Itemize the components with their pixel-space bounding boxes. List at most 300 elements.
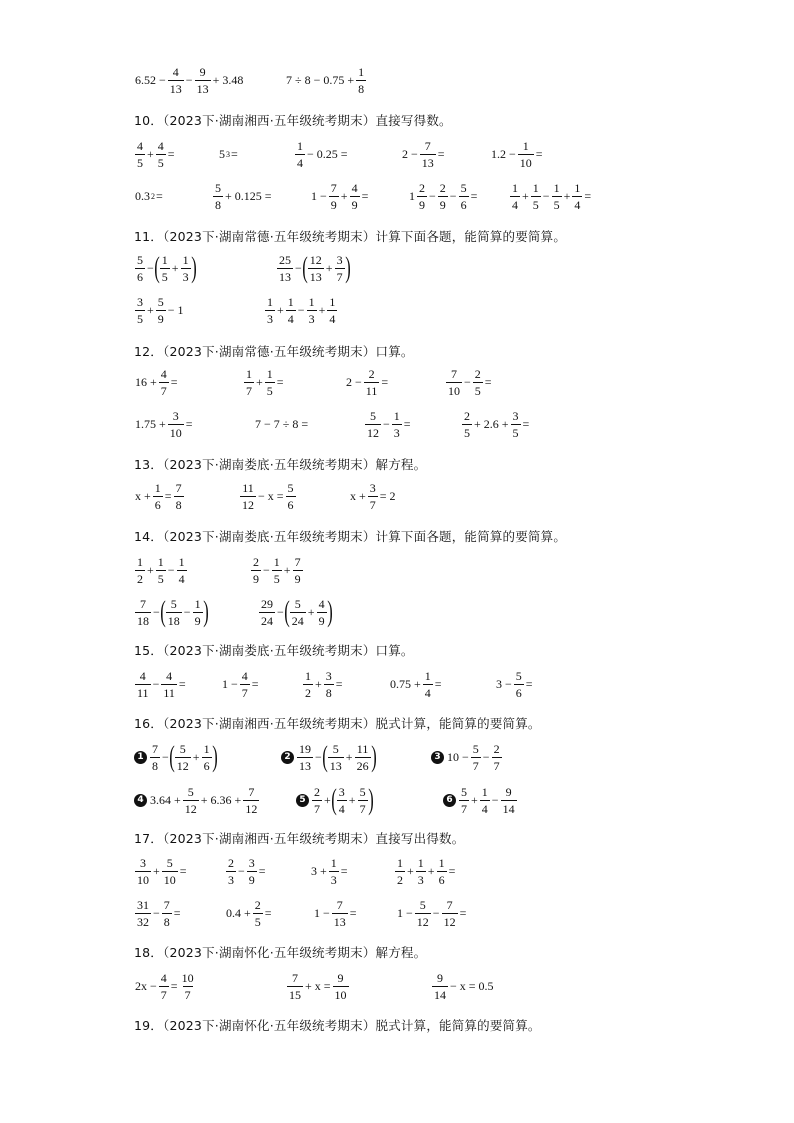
denominator: 2 [137,571,143,586]
numerator: 1 [308,294,315,309]
close-paren: ) [370,740,377,773]
fraction [168,410,184,439]
fraction [417,182,427,211]
fraction [162,857,178,886]
expr-text: − [315,749,322,764]
fraction [162,899,172,928]
numerator: 5 [461,784,467,799]
numerator: 4 [172,64,179,79]
expr-text: + 3.48 [212,72,244,87]
denominator: 12 [242,497,254,512]
fraction [317,598,327,627]
fraction [180,972,196,1001]
fraction [420,140,436,169]
close-paren: ) [202,595,209,628]
expression [239,476,297,516]
denominator: 3 [393,425,400,440]
fraction [265,368,275,397]
fraction [438,182,448,211]
denominator: 10 [519,155,532,170]
denominator: 7 [369,497,376,512]
question-heading: 15．（2023下·湖南娄底·五年级统考期末）口算。 [134,643,414,658]
numerator: 4 [157,138,164,153]
expr-text: = [185,416,193,431]
expr-text: 1 − [222,676,238,691]
numerator: 9 [199,64,206,79]
expr-text: 3.64 + [150,792,181,807]
numerator: 1 [358,64,365,79]
denominator: 11 [163,685,175,700]
fraction [295,140,305,169]
expr-text: + [563,188,571,203]
denominator: 5 [157,155,164,170]
expression [396,893,467,933]
fraction [514,670,524,699]
fraction [365,410,381,439]
numerator: 12 [309,252,322,267]
fraction [135,670,151,699]
numerator: 2 [254,897,261,912]
denominator: 7 [241,685,248,700]
fraction [552,182,562,211]
fraction [135,857,151,886]
denominator: 7 [359,801,366,816]
numerator: 5 [332,741,339,756]
denominator: 3 [417,872,424,887]
denominator: 9 [294,571,301,586]
expr-text: 1 − [314,905,330,920]
numerator: 3 [248,855,255,870]
expr-text: = [340,863,348,878]
expression [225,893,273,933]
denominator: 3 [308,311,315,326]
circled-number: 4 [134,794,147,807]
expression [490,134,544,174]
expr-text: 2 − [346,374,362,389]
denominator: 13 [299,758,311,773]
fraction [492,743,502,772]
expr-text: + [324,792,331,807]
denominator: 10 [169,425,182,440]
denominator: 5 [266,383,273,398]
fraction [332,899,348,928]
close-paren: ) [190,251,197,284]
numerator: 3 [336,252,343,267]
numerator: 1 [329,294,336,309]
numerator: 1 [266,366,273,381]
denominator: 9 [248,872,255,887]
denominator: 12 [416,914,429,929]
whole-part: 1 [409,188,415,203]
expression [401,134,446,174]
question-heading: 11．（2023下·湖南常德·五年级统考期末）计算下面各题，能简算的要简算。 [134,229,567,244]
expression [495,664,534,704]
denominator: 3 [267,311,273,326]
denominator: 9 [318,613,325,628]
numerator: 7 [163,897,170,912]
denominator: 14 [502,801,515,816]
fraction [356,66,366,95]
expression [296,780,373,820]
fraction [183,786,199,815]
denominator: 4 [338,801,345,816]
denominator: 7 [160,383,167,398]
numerator: 19 [299,741,311,756]
fraction [251,556,261,585]
denominator: 7 [493,758,500,773]
fraction [416,857,426,886]
fraction [135,254,145,283]
expr-text: 0.75 + [390,676,421,691]
fraction [277,254,293,283]
fraction [175,743,191,772]
numerator: 5 [460,180,467,195]
expr-text: + [348,792,356,807]
numerator: 1 [397,855,403,870]
expr-text: + 2.6 + [474,416,509,431]
denominator: 5 [553,197,560,212]
numerator: 1 [287,294,294,309]
expression [243,362,285,402]
fraction [368,482,378,511]
numerator: 4 [160,970,167,985]
expression [264,290,338,330]
denominator: 12 [245,801,258,816]
numerator: 1 [178,554,185,569]
denominator: 5 [464,425,470,440]
numerator: 5 [515,668,522,683]
expr-text: 16 + [135,374,157,389]
numerator: 1 [481,784,488,799]
question-heading: 13．（2023下·湖南娄底·五年级统考期末）解方程。 [134,457,427,472]
denominator: 9 [439,197,446,212]
expression [134,176,164,216]
numerator: 2 [419,180,425,195]
fraction [329,857,339,886]
expr-text: − [153,604,160,619]
numerator: 11 [242,480,254,495]
fraction [259,598,275,627]
numerator: 25 [279,252,291,267]
denominator: 7 [472,758,479,773]
numerator: 3 [172,408,179,423]
denominator: 11 [137,685,149,700]
numerator: 5 [472,741,479,756]
fraction [459,786,469,815]
denominator: 10 [334,987,347,1002]
open-paren: ( [154,251,160,284]
expr-text: = [264,905,272,920]
numerator: 1 [330,855,337,870]
numerator: 5 [419,897,426,912]
fraction [355,743,371,772]
fraction [286,296,296,325]
expression [285,60,367,100]
numerator: 3 [512,408,519,423]
denominator: 5 [161,269,168,284]
expr-text: + [153,863,160,878]
denominator: 14 [434,987,446,1002]
numerator: 7 [140,596,146,611]
numerator: 2 [228,855,234,870]
denominator: 4 [512,197,518,212]
expr-text: − [432,905,440,920]
expr-text: 3 + [311,863,327,878]
fraction [202,743,212,772]
numerator: 2 [314,784,320,799]
open-paren: ( [284,595,290,628]
expr-text: 1.75 + [135,416,166,431]
denominator: 24 [261,613,273,628]
expr-text: + [345,749,353,764]
expr-text: = [179,863,187,878]
fraction [159,368,169,397]
numerator: 1 [273,554,280,569]
numerator: 2 [253,554,259,569]
expr-text: = [484,374,492,389]
fraction [156,296,166,325]
expr-text: − [449,188,457,203]
expr-text: = [381,374,389,389]
numerator: 1 [203,741,210,756]
expr-text: + [522,188,529,203]
question-heading: 17．（2023下·湖南湘西·五年级统考期末）直接写出得数。 [134,831,465,846]
numerator: 3 [325,668,332,683]
expr-text: 0.4 + [226,905,251,920]
fraction [392,410,402,439]
question-heading: 16．（2023下·湖南湘西·五年级统考期末）脱式计算，能简算的要简算。 [134,716,541,731]
fraction [156,140,166,169]
expr-text: − [429,188,436,203]
expr-text: + [192,749,200,764]
numerator: 3 [338,784,345,799]
expression [212,176,273,216]
expr-text: = [437,146,445,161]
expr-text: = [459,905,467,920]
expression [408,176,478,216]
numerator: 5 [287,480,294,495]
expr-text: = [170,374,178,389]
fraction [308,254,324,283]
circled-number: 5 [296,794,309,807]
denominator: 10 [137,872,149,887]
expression [134,60,244,100]
denominator: 5 [273,571,280,586]
expression [218,134,239,174]
fraction [244,368,254,397]
numerator: 5 [179,741,186,756]
denominator: 18 [137,613,149,628]
denominator: 24 [291,613,304,628]
expression [134,966,197,1006]
numerator: 5 [170,596,177,611]
expression [345,362,389,402]
numerator: 7 [446,897,453,912]
denominator: 4 [178,571,185,586]
fraction [415,899,431,928]
question-heading: 14．（2023下·湖南娄底·五年级统考期末）计算下面各题，能简算的要简算。 [134,529,567,544]
fraction [195,66,211,95]
expression [364,404,412,444]
expr-text: − [167,562,175,577]
numerator: 4 [166,668,173,683]
fraction [247,857,257,886]
expression [313,893,358,933]
denominator: 11 [365,383,378,398]
denominator: 4 [574,197,581,212]
numerator: 10 [181,970,194,985]
question-heading: 10．（2023下·湖南湘西·五年级统考期末）直接写得数。 [134,113,452,128]
fraction [293,556,303,585]
denominator: 13 [279,269,291,284]
fraction [265,296,275,325]
numerator: 7 [152,741,158,756]
denominator: 10 [163,872,176,887]
expr-text: = [251,676,259,691]
numerator: 5 [137,252,143,267]
denominator: 9 [330,197,337,212]
expr-text: + [277,302,284,317]
numerator: 1 [182,252,189,267]
expression [134,404,194,444]
fraction [324,670,334,699]
numerator: 7 [248,784,255,799]
fraction [135,556,145,585]
question-heading: 18．（2023下·湖南怀化·五年级统考期末）解方程。 [134,945,427,960]
numerator: 1 [267,294,273,309]
denominator: 8 [152,758,158,773]
numerator: 3 [140,855,146,870]
exponent: 2 [151,191,155,201]
denominator: 15 [289,987,301,1002]
expression [221,664,260,704]
expr-text: 0.3 [135,188,150,203]
fraction [572,182,582,211]
expression [461,404,530,444]
numerator: 2 [464,408,470,423]
close-paren: ) [367,783,374,816]
fraction [240,482,256,511]
fraction [446,368,462,397]
numerator: 3 [369,480,376,495]
expr-text: + [407,863,414,878]
numerator: 5 [166,855,173,870]
expr-text: = [164,488,172,503]
numerator: 1 [532,180,539,195]
expr-text: − [183,604,191,619]
expression [445,362,493,402]
numerator: 5 [157,294,164,309]
fraction [159,972,169,1001]
expr-text: − [383,416,390,431]
expr-text: + [325,260,333,275]
expr-text: + [315,676,322,691]
fraction [193,598,203,627]
fraction [174,482,184,511]
denominator: 2 [305,685,311,700]
numerator: 1 [246,366,252,381]
numerator: 4 [160,366,167,381]
expression [134,476,185,516]
fraction [166,598,182,627]
expression [250,550,304,590]
fraction [297,743,313,772]
denominator: 4 [287,311,294,326]
numerator: 1 [393,408,400,423]
expr-text: + [147,562,154,577]
numerator: 2 [493,741,500,756]
expression [443,780,518,820]
numerator: 5 [359,784,366,799]
fraction [329,182,339,211]
expression [225,851,267,891]
fraction [160,254,170,283]
fraction [253,899,263,928]
denominator: 5 [254,914,261,929]
denominator: 4 [297,155,303,170]
denominator: 8 [358,81,365,96]
expr-text: + x = [305,978,331,993]
fraction [150,743,160,772]
expr-text: − x = [258,488,284,503]
circled-number: 6 [443,794,456,807]
denominator: 13 [196,81,209,96]
fraction [462,410,472,439]
expr-text: + [307,604,315,619]
expr-text: = [170,978,178,993]
expr-text: − [295,260,302,275]
expr-text: = [167,146,175,161]
denominator: 8 [175,497,182,512]
expr-text: + [171,260,179,275]
expr-text: − x = 0.5 [450,978,494,993]
denominator: 12 [443,914,456,929]
expression [134,592,208,632]
mixed-number [408,182,428,211]
expr-text: = [403,416,411,431]
expr-text: − 0.25 = [307,146,348,161]
denominator: 8 [215,197,221,212]
question-heading: 12．（2023下·湖南常德·五年级统考期末）口算。 [134,344,414,359]
fraction [432,972,448,1001]
fraction [226,857,236,886]
numerator: 1 [417,855,424,870]
fraction [531,182,541,211]
expr-text: − [162,749,169,764]
numerator: 1 [194,596,201,611]
denominator: 26 [356,758,369,773]
expr-text: = [258,863,266,878]
fraction [156,556,166,585]
numerator: 1 [137,554,143,569]
denominator: 13 [309,269,322,284]
denominator: 3 [182,269,189,284]
denominator: 7 [336,269,343,284]
denominator: 10 [448,383,460,398]
denominator: 8 [325,685,332,700]
expr-text: 1.2 − [491,146,516,161]
denominator: 13 [333,914,346,929]
denominator: 5 [512,425,519,440]
numerator: 1 [553,180,560,195]
numerator: 1 [297,138,303,153]
denominator: 9 [351,197,358,212]
fraction [240,670,250,699]
expr-text: + [427,863,435,878]
fraction [437,857,447,886]
expr-text: = [276,374,284,389]
expr-text: − [147,260,154,275]
